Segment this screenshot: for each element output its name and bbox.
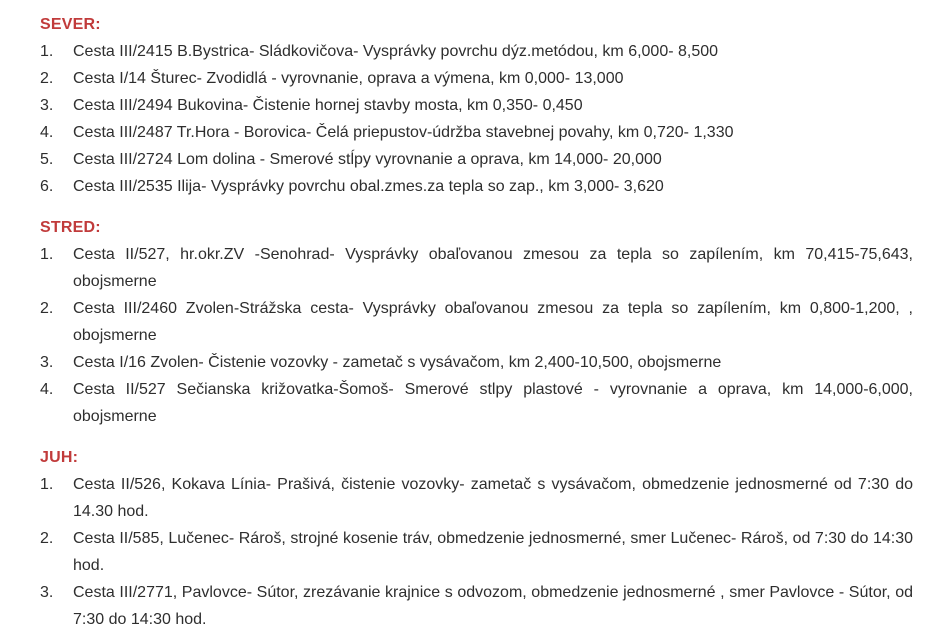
section-item-list	[40, 471, 913, 633]
item-text: Cesta III/2724 Lom dolina - Smerové stĺpy vyrovnanie a oprava, km 14,000- 20,000	[73, 151, 662, 168]
item-text: Cesta III/2771, Pavlovce- Sútor, zrezávanie krajnice s odvozom, obmedzenie jednosmerné , smer Pavlovce - Sútor, od 7:30 do 14:30 hod.	[73, 584, 913, 628]
item-text: Cesta I/14 Šturec- Zvodidlá - vyrovnanie, oprava a výmena, km 0,000- 13,000	[73, 70, 624, 87]
item-number: 3.	[40, 584, 54, 601]
item-text: Cesta III/2487 Tr.Hora - Borovica- Čelá priepustov-údržba stavebnej povahy, km 0,720- 1,330	[73, 124, 734, 141]
road-report-section	[40, 214, 913, 430]
item-text: Cesta II/585, Lučenec- Rároš, strojné kosenie tráv, obmedzenie jednosmerné, smer Lučenec- Rároš, od 7:30 do 14:30 hod.	[73, 530, 913, 574]
section-title: JUH:	[40, 449, 79, 466]
list-item	[40, 525, 913, 579]
item-number: 2.	[40, 530, 54, 547]
list-item	[40, 349, 913, 376]
list-item	[40, 119, 913, 146]
item-text: Cesta III/2460 Zvolen-Strážska cesta- Vysprávky obaľovanou zmesou za tepla so zapílením, km 0,800-1,200, , obojsmerne	[73, 300, 913, 344]
road-report-section	[40, 11, 913, 200]
section-title: SEVER:	[40, 16, 101, 33]
item-number: 1.	[40, 246, 54, 263]
section-title: STRED:	[40, 219, 101, 236]
item-text: Cesta III/2494 Bukovina- Čistenie hornej stavby mosta, km 0,350- 0,450	[73, 97, 583, 114]
list-item	[40, 146, 913, 173]
item-text: Cesta III/2415 B.Bystrica- Sládkovičova- Vysprávky povrchu dýz.metódou, km 6,000- 8,500	[73, 43, 719, 60]
list-item	[40, 295, 913, 349]
item-text: Cesta II/526, Kokava Línia- Prašivá, čistenie vozovky- zametač s vysávačom, obmedzenie jednosmerné od 7:30 do 14.30 hod.	[73, 476, 913, 520]
item-number: 3.	[40, 354, 54, 371]
item-number: 4.	[40, 124, 54, 141]
item-text: Cesta I/16 Zvolen- Čistenie vozovky - zametač s vysávačom, km 2,400-10,500, obojsmerne	[73, 354, 722, 371]
item-number: 3.	[40, 97, 54, 114]
road-report-section	[40, 444, 913, 633]
section-item-list	[40, 38, 913, 200]
list-item	[40, 376, 913, 430]
item-number: 2.	[40, 300, 54, 317]
item-number: 2.	[40, 70, 54, 87]
section-item-list	[40, 241, 913, 430]
item-number: 5.	[40, 151, 54, 168]
list-item	[40, 92, 913, 119]
item-text: Cesta II/527 Sečianska križovatka-Šomoš- Smerové stlpy plastové - vyrovnanie a oprava, km 14,000-6,000, obojsmerne	[73, 381, 913, 425]
item-text: Cesta II/527, hr.okr.ZV -Senohrad- Vysprávky obaľovanou zmesou za tepla so zapílením, km 70,415-75,643, obojsmerne	[73, 246, 913, 290]
list-item	[40, 579, 913, 633]
item-number: 1.	[40, 43, 54, 60]
item-text: Cesta III/2535 Ilija- Vysprávky povrchu obal.zmes.za tepla so zap., km 3,000- 3,620	[73, 178, 664, 195]
item-number: 1.	[40, 476, 54, 493]
item-number: 4.	[40, 381, 54, 398]
road-report-sections	[40, 11, 913, 633]
list-item	[40, 38, 913, 65]
list-item	[40, 241, 913, 295]
list-item	[40, 173, 913, 200]
list-item	[40, 65, 913, 92]
list-item	[40, 471, 913, 525]
item-number: 6.	[40, 178, 54, 195]
